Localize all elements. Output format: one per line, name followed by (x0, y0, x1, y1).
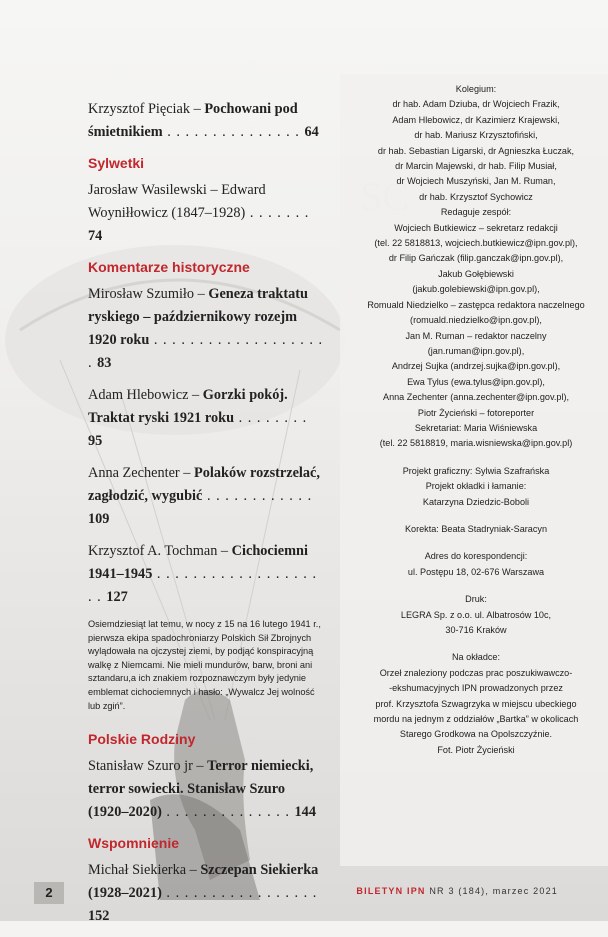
issue-info: NR 3 (184), marzec 2021 (429, 886, 558, 896)
colophon-line: prof. Krzysztofa Szwagrzyka w miejscu ubeckiego (375, 698, 577, 709)
page-number: 2 (34, 882, 64, 904)
colophon-line: dr Wojciech Muszyński, Jan M. Ruman, (396, 176, 556, 187)
colophon-line: Druk: (465, 594, 487, 605)
colophon-line: Adam Hlebowicz, dr Kazimierz Krajewski, (392, 114, 560, 125)
toc-entry[interactable]: Stanisław Szuro jr – Terror niemiecki, terror sowiecki. Stanisław Szuro (1920–2020) . . . . . . . . . . . . . . 144 (88, 758, 316, 821)
colophon-line: Andrzej Sujka (andrzej.sujka@ipn.gov.pl), (391, 361, 561, 372)
cichociemni-note: Osiemdziesiąt lat temu, w nocy z 15 na 16 lutego 1941 r., pierwsza ekipa spadochroniarzy Polskich Sił Zbrojnych wylądowała na ojczystej ziemi, by podjąć konspiracyjną walkę z Niemcami. Nie mieli mundurów, barw, broni ani sztandaru,a ich znakiem rozpoznawczym były jedynie emblemat cichociemnych i hasło: „Wywalcz Jej wolność lub zgiń”. (88, 619, 321, 711)
page-footer (0, 876, 608, 921)
colophon-line: Kolegium: (455, 84, 497, 94)
colophon-line: Projekt okładki i łamanie: (425, 481, 527, 492)
colophon-line: -ekshumacyjnych IPN prowadzonych przez (389, 683, 563, 694)
colophon-line: Starego Grodkowa na Opolszczyźnie. (399, 729, 553, 740)
colophon-line: dr hab. Adam Dziuba, dr Wojciech Frazik, (392, 99, 560, 110)
colophon-line: Fot. Piotr Życieński (437, 744, 515, 755)
toc-entry[interactable]: Anna Zechenter – Polaków rozstrzelać, zagłodzić, wygubić . . . . . . . . . . . . 109 (88, 465, 320, 527)
toc-entry[interactable]: Mirosław Szumiło – Geneza traktatu ryskiego – październikowy rozejm 1920 roku . . . . . . . . . . . . . . . . . . . . 83 (88, 286, 324, 371)
editorial-info (346, 82, 606, 758)
colophon-line: Anna Zechenter (anna.zechenter@ipn.gov.pl), (383, 392, 569, 403)
colophon-line: Korekta: Beata Stadryniak-Saracyn (404, 523, 548, 534)
colophon-line: Wojciech Butkiewicz – sekretarz redakcji (394, 222, 558, 233)
colophon-line: Adres do korespondencji: (424, 551, 528, 562)
toc-entry[interactable]: Krzysztof Pięciak – Pochowani pod śmietnikiem . . . . . . . . . . . . . . . 64 (88, 101, 319, 140)
colophon-line: (tel. 22 5818819, maria.wisniewska@ipn.gov.pl) (379, 438, 573, 449)
colophon-line: Jakub Gołębiewski (438, 268, 514, 279)
colophon-line: Orzeł znaleziony podczas prac poszukiwawczo- (379, 667, 573, 678)
colophon-line: LEGRA Sp. z o.o. ul. Albatrosów 10c, (400, 609, 552, 620)
colophon-line: Jan M. Ruman – redaktor naczelny (405, 330, 547, 341)
colophon-line: Ewa Tylus (ewa.tylus@ipn.gov.pl), (407, 376, 545, 387)
colophon-line: Projekt graficzny: Sylwia Szafrańska (402, 465, 550, 476)
colophon-line: (tel. 22 5818813, wojciech.butkiewicz@ipn.gov.pl), (374, 238, 578, 249)
section-heading-sylwetki: Sylwetki (88, 155, 145, 171)
publication-name: BILETYN IPN (356, 886, 426, 896)
colophon-line: Piotr Życieński – fotoreporter (417, 407, 535, 418)
colophon-line: Romuald Niedzielko – zastępca redaktora naczelnego (367, 299, 585, 310)
toc-entry[interactable]: Jarosław Wasilewski – Edward Woyniłłowicz (1847–1928) . . . . . . . 74 (88, 182, 310, 244)
colophon-line: dr Filip Gańczak (filip.ganczak@ipn.gov.pl), (388, 253, 564, 264)
colophon-line: Sekretariat: Maria Wiśniewska (414, 422, 538, 433)
publication-info (356, 886, 558, 896)
toc-entry[interactable]: Adam Hlebowicz – Gorzki pokój. Traktat ryski 1921 roku . . . . . . . . 95 (88, 387, 308, 449)
colophon-line: Na okładce: (451, 652, 501, 663)
colophon-line: Katarzyna Dziedzic-Boboli (422, 496, 530, 507)
colophon-line: (jan.ruman@ipn.gov.pl), (427, 345, 525, 356)
section-heading-wspomnienie: Wspomnienie (88, 835, 180, 852)
colophon-line: mordu na jednym z oddziałów „Bartka” w okolicach (373, 714, 579, 725)
colophon-line: 30-716 Kraków (445, 625, 507, 635)
colophon-line: dr Marcin Majewski, dr hab. Filip Musiał, (395, 161, 557, 172)
colophon-line: dr hab. Sebastian Ligarski, dr Agnieszka Łuczak, (377, 145, 575, 156)
colophon-line: dr hab. Mariusz Krzysztofiński, (414, 130, 538, 141)
colophon-line: dr hab. Krzysztof Sychowicz (419, 191, 533, 202)
table-of-contents (88, 98, 324, 937)
toc-entry[interactable]: Krzysztof A. Tochman – Cichociemni 1941–1945 . . . . . . . . . . . . . . . . . . . . 127 (88, 543, 318, 605)
colophon-line: Redaguje zespół: (440, 207, 512, 218)
colophon-line: ul. Postępu 18, 02-676 Warszawa (407, 566, 545, 577)
section-heading-polskie-rodziny: Polskie Rodziny (88, 731, 196, 748)
section-heading-komentarze: Komentarze historyczne (88, 259, 250, 275)
colophon-line: (romuald.niedzielko@ipn.gov.pl), (410, 315, 542, 326)
toc-entry[interactable]: Michał Siekierka – Szczepan Siekierka (1928–2021) . . . . . . . . . . . . . . . . . 152 (88, 862, 319, 925)
colophon-line: (jakub.golebiewski@ipn.gov.pl), (412, 284, 540, 295)
